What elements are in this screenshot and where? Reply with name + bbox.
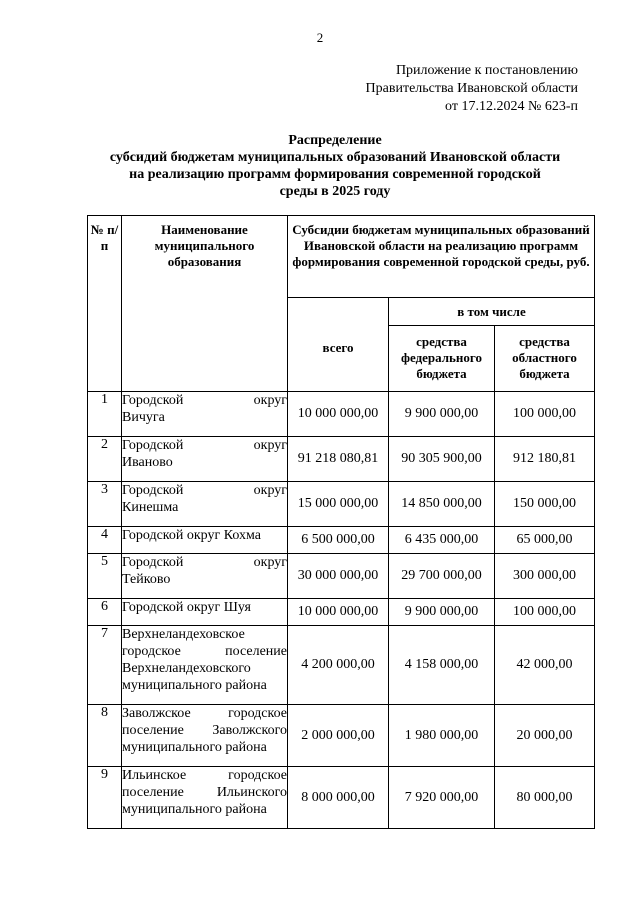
row-total: 8 000 000,00	[288, 767, 389, 829]
table-row	[88, 705, 595, 767]
row-regional: 912 180,81	[495, 437, 595, 482]
row-federal: 14 850 000,00	[389, 482, 495, 527]
row-total: 2 000 000,00	[288, 705, 389, 767]
header-subsidies: Субсидии бюджетам муниципальных образований Ивановской области на реализацию программ формирования современной городской среды, руб.	[288, 216, 595, 298]
row-name: Ильинское городское поселение Ильинского муниципального района	[122, 767, 288, 829]
row-num: 9	[88, 767, 122, 829]
row-federal: 90 305 900,00	[389, 437, 495, 482]
title-line-1: Распределение	[288, 133, 382, 148]
row-total: 30 000 000,00	[288, 554, 389, 599]
row-num: 5	[88, 554, 122, 599]
row-name: Верхнеландеховское городское поселение Верхнеландеховского муниципального района	[122, 626, 288, 705]
row-name: Городской округ Кинешма	[122, 482, 288, 527]
row-total: 6 500 000,00	[288, 527, 389, 554]
row-total: 10 000 000,00	[288, 599, 389, 626]
header-name: Наименование муниципального образования	[122, 216, 288, 392]
row-num: 3	[88, 482, 122, 527]
row-num: 7	[88, 626, 122, 705]
row-num: 6	[88, 599, 122, 626]
header-federal: средства федерального бюджета	[389, 326, 495, 392]
row-regional: 42 000,00	[495, 626, 595, 705]
title-line-3: на реализацию программ формирования современной городской	[129, 167, 541, 182]
row-regional: 80 000,00	[495, 767, 595, 829]
title-line-2: субсидий бюджетам муниципальных образований Ивановской области	[109, 150, 561, 165]
appendix-line-2: Правительства Ивановской области	[365, 81, 578, 96]
table-row	[88, 437, 595, 482]
row-federal: 6 435 000,00	[389, 527, 495, 554]
table-row	[88, 527, 595, 554]
row-federal: 4 158 000,00	[389, 626, 495, 705]
row-total: 4 200 000,00	[288, 626, 389, 705]
row-name: Городской округ Иваново	[122, 437, 288, 482]
header-regional: средства областного бюджета	[495, 326, 595, 392]
row-regional: 65 000,00	[495, 527, 595, 554]
table-row	[88, 392, 595, 437]
row-name: Городской округ Кохма	[122, 527, 288, 554]
appendix-line-1: Приложение к постановлению	[395, 63, 578, 78]
appendix-note	[366, 62, 578, 116]
row-num: 4	[88, 527, 122, 554]
title-line-4: среды в 2025 году	[279, 184, 391, 199]
table-row	[88, 767, 595, 829]
row-regional: 100 000,00	[495, 599, 595, 626]
row-regional: 20 000,00	[495, 705, 595, 767]
row-federal: 9 900 000,00	[389, 392, 495, 437]
row-name: Заволжское городское поселение Заволжского муниципального района	[122, 705, 288, 767]
document-title	[60, 132, 610, 200]
row-regional: 100 000,00	[495, 392, 595, 437]
row-federal: 7 920 000,00	[389, 767, 495, 829]
row-name: Городской округ Тейково	[122, 554, 288, 599]
subsidy-table	[87, 215, 595, 829]
appendix-line-3: от 17.12.2024 № 623-п	[445, 99, 578, 114]
row-total: 10 000 000,00	[288, 392, 389, 437]
row-regional: 300 000,00	[495, 554, 595, 599]
row-total: 91 218 080,81	[288, 437, 389, 482]
row-name: Городской округ Шуя	[122, 599, 288, 626]
row-federal: 9 900 000,00	[389, 599, 495, 626]
row-num: 8	[88, 705, 122, 767]
table-row	[88, 599, 595, 626]
row-total: 15 000 000,00	[288, 482, 389, 527]
table-row	[88, 626, 595, 705]
row-name: Городской округ Вичуга	[122, 392, 288, 437]
header-num: № п/п	[88, 216, 122, 392]
row-num: 2	[88, 437, 122, 482]
row-federal: 1 980 000,00	[389, 705, 495, 767]
row-federal: 29 700 000,00	[389, 554, 495, 599]
row-regional: 150 000,00	[495, 482, 595, 527]
page-number: 2	[316, 30, 324, 45]
table-row	[88, 554, 595, 599]
row-num: 1	[88, 392, 122, 437]
header-including: в том числе	[389, 298, 595, 326]
table-row	[88, 482, 595, 527]
header-total: всего	[288, 298, 389, 392]
